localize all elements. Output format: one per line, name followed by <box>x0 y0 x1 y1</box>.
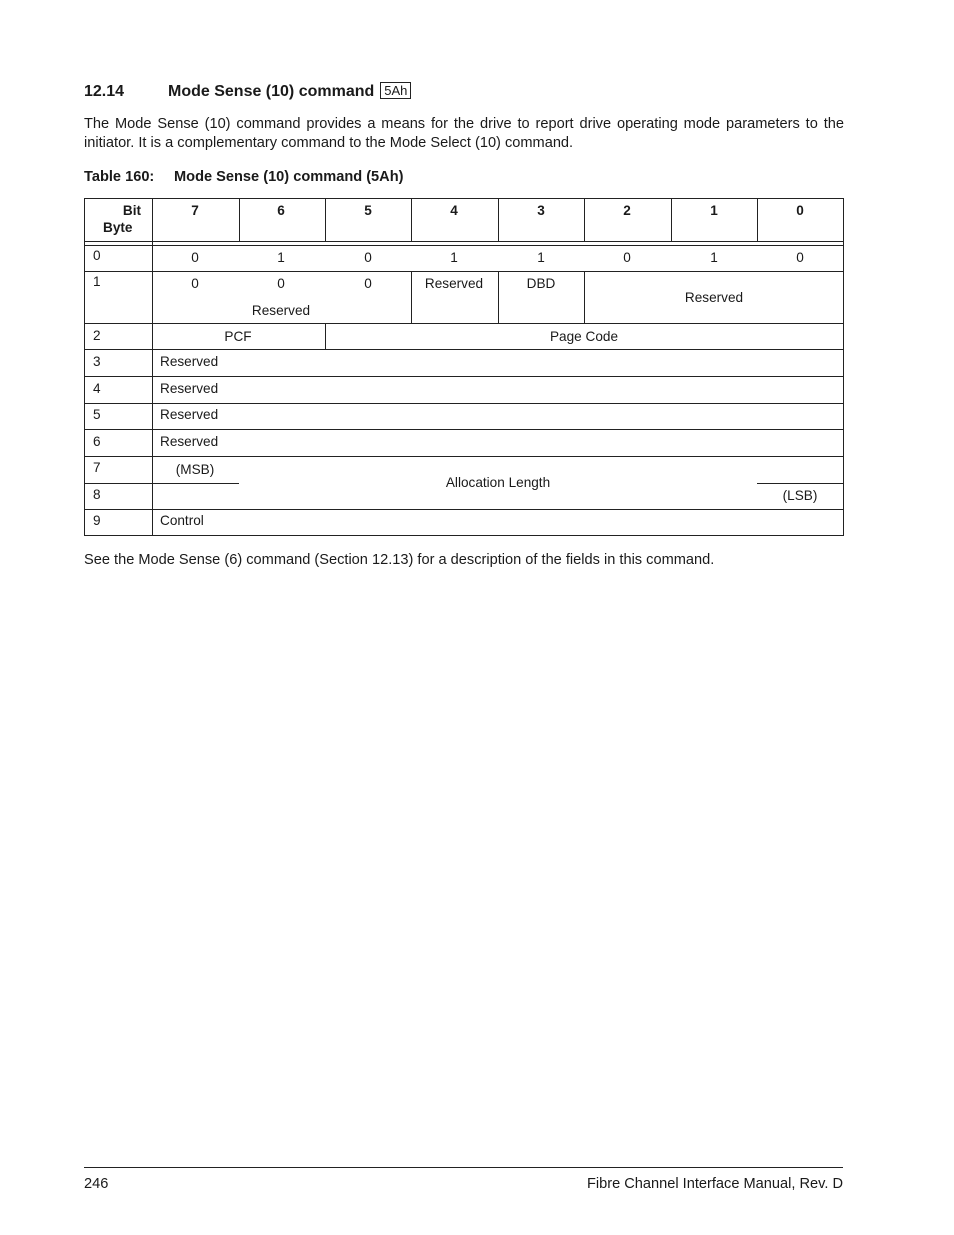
col-div-4-3-head <box>498 199 499 241</box>
byte-7: 7 <box>93 460 101 475</box>
command-table <box>84 198 844 536</box>
row5-reserved: Reserved <box>160 407 219 422</box>
table-caption-title: Mode Sense (10) command (5Ah) <box>174 169 404 185</box>
byte-6: 6 <box>93 434 101 449</box>
bit-2-header: 2 <box>623 203 631 218</box>
row0-bit0: 0 <box>796 250 804 265</box>
opcode-box: 5Ah <box>380 82 411 99</box>
manual-title: Fibre Channel Interface Manual, Rev. D <box>586 1176 843 1192</box>
row0-bit2: 0 <box>623 250 631 265</box>
row-rule-7-byte <box>85 483 152 484</box>
row3-reserved: Reserved <box>160 354 219 369</box>
byte-3: 3 <box>93 354 101 369</box>
section-number: 12.14 <box>84 83 125 100</box>
table-caption <box>84 169 404 185</box>
table-caption-label: Table 160: <box>84 169 155 185</box>
col-div-3-2-head <box>584 199 585 241</box>
section-title: Mode Sense (10) command <box>168 83 375 100</box>
row-rule-1 <box>85 323 843 324</box>
row1-dbd: DBD <box>526 276 556 291</box>
bit-4-header: 4 <box>450 203 458 218</box>
row-rule-4 <box>85 403 843 404</box>
row-rule-0 <box>85 271 843 272</box>
row9-control: Control <box>160 513 204 528</box>
byte-4: 4 <box>93 381 101 396</box>
col-div-4-3-row1 <box>498 271 499 323</box>
page-number: 246 <box>84 1176 109 1192</box>
row2-page-code: Page Code <box>549 329 619 344</box>
row1-bit5: 0 <box>364 276 372 291</box>
bit-6-header: 6 <box>277 203 285 218</box>
byte-9: 9 <box>93 513 101 528</box>
row1-reserved-765: Reserved <box>251 303 311 318</box>
row-rule-3 <box>85 376 843 377</box>
col-div-7-6-head <box>239 199 240 241</box>
row1-bit7: 0 <box>191 276 199 291</box>
row2-pcf: PCF <box>224 329 252 344</box>
row1-reserved-bit4: Reserved <box>424 276 484 291</box>
col-div-5-4-head <box>411 199 412 241</box>
col-div-2-1-head <box>671 199 672 241</box>
header-rule-1 <box>85 241 843 242</box>
row0-bit4: 1 <box>450 250 458 265</box>
bit-1-header: 1 <box>710 203 718 218</box>
row7-msb: (MSB) <box>175 462 215 477</box>
row-rule-5 <box>85 429 843 430</box>
col-div-1-0-head <box>757 199 758 241</box>
byte-2: 2 <box>93 328 101 343</box>
byte-column-divider <box>152 199 153 535</box>
section-heading <box>84 83 411 101</box>
row-rule-8 <box>85 509 843 510</box>
footer-rule <box>84 1167 843 1168</box>
byte-8: 8 <box>93 487 101 502</box>
row-rule-2 <box>85 349 843 350</box>
bit-0-header: 0 <box>796 203 804 218</box>
lsb-rule <box>757 483 843 484</box>
row0-bit1: 1 <box>710 250 718 265</box>
byte-1: 1 <box>93 274 101 289</box>
row0-bit3: 1 <box>537 250 545 265</box>
byte-label: Byte <box>103 220 133 235</box>
col-div-5-4-row1 <box>411 271 412 323</box>
bit-7-header: 7 <box>191 203 199 218</box>
allocation-length: Allocation Length <box>445 475 551 490</box>
bit-label: Bit <box>122 203 141 218</box>
msb-rule <box>152 483 239 484</box>
pcf-divider <box>325 323 326 349</box>
row1-bit6: 0 <box>277 276 285 291</box>
row1-reserved-210: Reserved <box>684 290 744 305</box>
row4-reserved: Reserved <box>160 381 219 396</box>
row0-bit7: 0 <box>191 250 199 265</box>
byte-0: 0 <box>93 248 101 263</box>
byte-5: 5 <box>93 407 101 422</box>
row6-reserved: Reserved <box>160 434 219 449</box>
row-rule-6 <box>85 456 843 457</box>
intro-paragraph: The Mode Sense (10) command provides a means for the drive to report drive operating mode parameters to the initiator. It is a complementary command to the Mode Select (10) command. <box>84 116 844 151</box>
bit-5-header: 5 <box>364 203 372 218</box>
col-div-6-5-head <box>325 199 326 241</box>
bit-3-header: 3 <box>537 203 545 218</box>
row8-lsb: (LSB) <box>782 488 818 503</box>
row0-bit6: 1 <box>277 250 285 265</box>
see-also-paragraph: See the Mode Sense (6) command (Section 12.13) for a description of the fields in this command. <box>84 552 715 568</box>
row0-bit5: 0 <box>364 250 372 265</box>
col-div-3-2-row1 <box>584 271 585 323</box>
header-rule-2 <box>85 245 843 246</box>
